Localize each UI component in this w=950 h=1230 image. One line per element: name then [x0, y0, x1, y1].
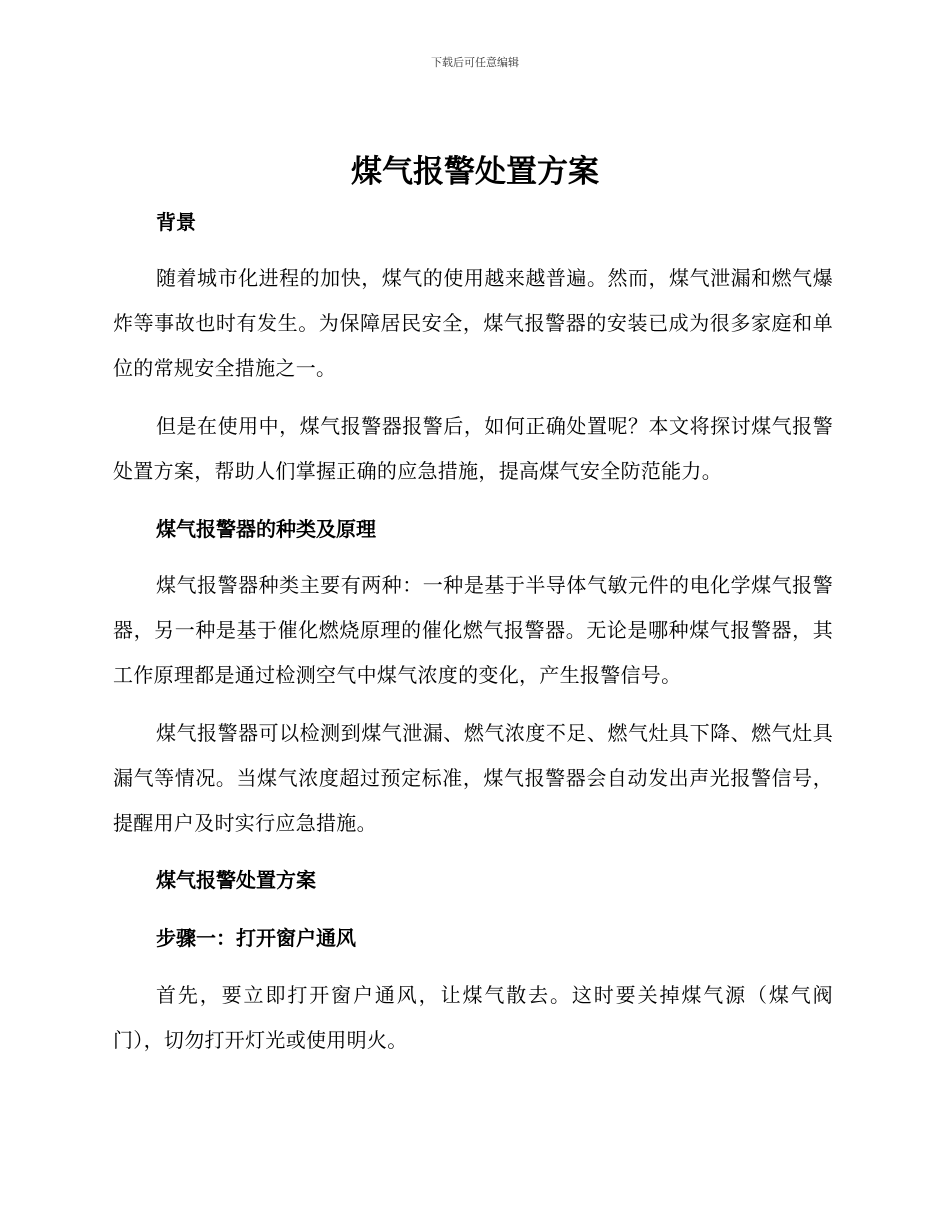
section-heading-background: 背景: [156, 210, 196, 234]
paragraph-background-1: 随着城市化进程的加快，煤气的使用越来越普遍。然而，煤气泄漏和燃气爆炸等事故也时有发生。为保障居民安全，煤气报警器的安装已成为很多家庭和单位的常规安全措施之一。: [113, 266, 833, 380]
paragraph-types-1: 煤气报警器种类主要有两种：一种是基于半导体气敏元件的电化学煤气报警器，另一种是基于催化燃烧原理的催化燃气报警器。无论是哪种煤气报警器，其工作原理都是通过检测空气中煤气浓度的变化，产生报警信号。: [113, 573, 833, 687]
page-header-note: 下载后可任意编辑: [431, 56, 519, 69]
section-heading-plan: 煤气报警处置方案: [156, 868, 316, 892]
paragraph-background-2: 但是在使用中，煤气报警器报警后，如何正确处置呢？本文将探讨煤气报警处置方案，帮助人们掌握正确的应急措施，提高煤气安全防范能力。: [113, 414, 833, 483]
paragraph-types-2: 煤气报警器可以检测到煤气泄漏、燃气浓度不足、燃气灶具下降、燃气灶具漏气等情况。当煤气浓度超过预定标准，煤气报警器会自动发出声光报警信号，提醒用户及时实行应急措施。: [113, 721, 833, 835]
paragraph-step-one: 首先，要立即打开窗户通风，让煤气散去。这时要关掉煤气源（煤气阀门），切勿打开灯光或使用明火。: [113, 983, 833, 1052]
document-title: 煤气报警处置方案: [351, 154, 599, 190]
section-heading-types: 煤气报警器的种类及原理: [156, 517, 376, 541]
step-one-heading: 步骤一：打开窗户通风: [156, 926, 356, 950]
